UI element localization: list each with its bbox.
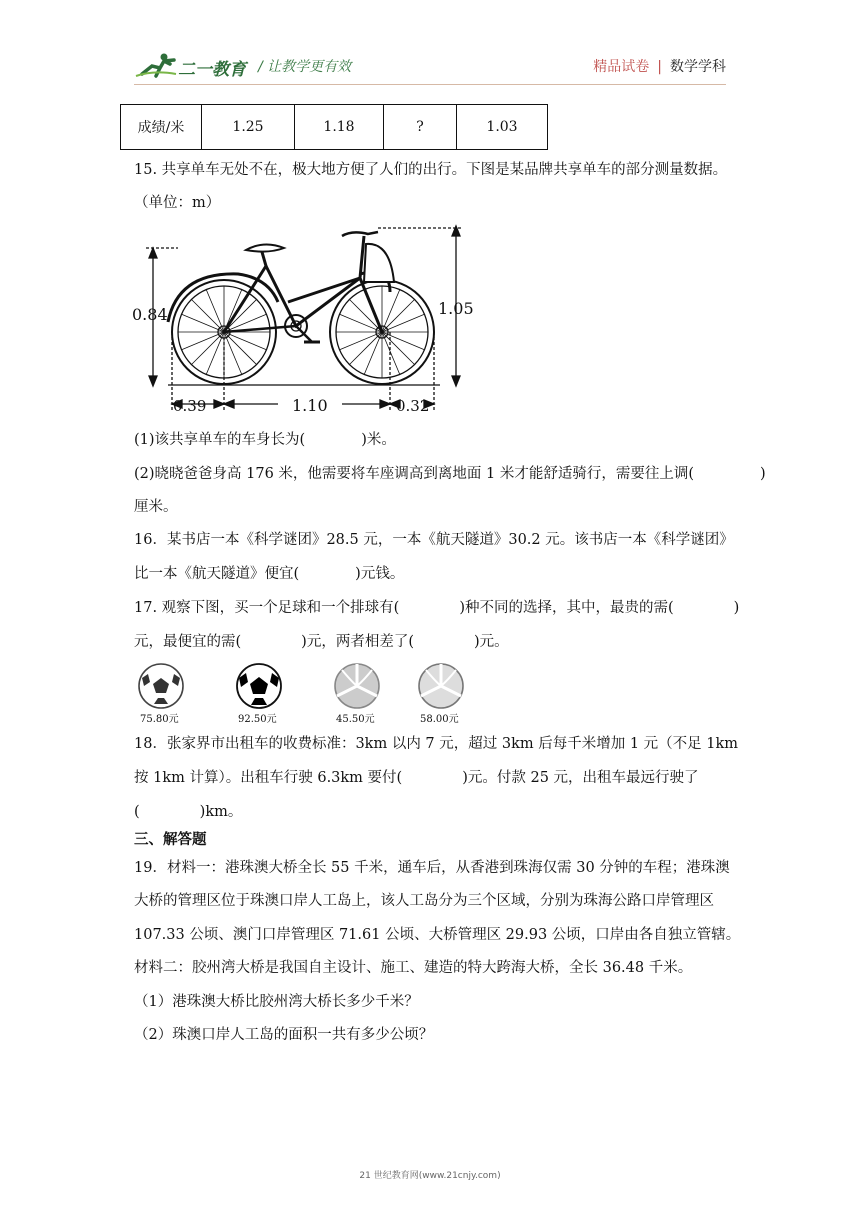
q15-unit: （单位：m） <box>134 195 221 211</box>
table-cell: 1.25 <box>202 105 295 150</box>
table-cell: 成绩/米 <box>121 105 202 150</box>
page-footer: 21 世纪教育网(www.21cnjy.com) <box>359 1171 501 1181</box>
q17-text-2: 元，最便宜的需( )元，两者相差了( )元。 <box>134 634 509 650</box>
soccer-ball-icon <box>237 664 281 708</box>
q19-text: 19．材料一：港珠澳大桥全长 55 千米，通车后，从香港到珠海仅需 30 分钟的车程；港珠澳 <box>134 860 730 876</box>
q17-text: 17. 观察下图，买一个足球和一个排球有( )种不同的选择，其中，最贵的需( ) <box>134 600 740 616</box>
ball-prices <box>130 660 490 728</box>
soccer-ball-icon <box>139 664 183 708</box>
header-separator: | <box>657 59 662 75</box>
q16-text-2: 比一本《航天隧道》便宜( )元钱。 <box>134 566 405 582</box>
dim-left-gap: 0.39 <box>173 397 207 415</box>
score-table <box>120 104 548 150</box>
page-header <box>0 0 860 90</box>
ball-price: 45.50元 <box>336 714 375 725</box>
dim-right-height: 1.05 <box>438 299 474 318</box>
q19-sub1: （1）港珠澳大桥比胶州湾大桥长多少千米？ <box>134 994 419 1010</box>
ball-price: 92.50元 <box>238 714 277 725</box>
ball-price: 58.00元 <box>420 714 459 725</box>
table-cell: 1.18 <box>295 105 384 150</box>
q15-sub2: (2)晓晓爸爸身高 176 米，他需要将车座调高到离地面 1 米才能舒适骑行，需要往上调( ) <box>134 466 766 482</box>
q19-text-3: 107.33 公顷、澳门口岸管理区 71.61 公顷、大桥管理区 29.93 公顷，口岸由各自独立管辖。 <box>134 927 741 943</box>
q18-text-2: 按 1km 计算）。出租车行驶 6.3km 要付( )元。付款 25 元，出租车最远行驶了 <box>134 770 699 786</box>
dim-middle: 1.10 <box>292 396 328 415</box>
header-label-premium: 精品试卷 <box>593 59 650 75</box>
q15-text: 15. 共享单车无处不在，极大地方便了人们的出行。下图是某品牌共享单车的部分测量数据。 <box>134 162 728 178</box>
bicycle-diagram <box>128 222 478 418</box>
brand-slogan: / 让教学更有效 <box>258 59 352 75</box>
q15-sub1: (1)该共享单车的车身长为( )米。 <box>134 432 396 448</box>
q16-text: 16．某书店一本《科学谜团》28.5 元，一本《航天隧道》30.2 元。该书店一本《科学谜团》 <box>134 532 734 548</box>
table-cell: 1.03 <box>457 105 548 150</box>
dim-left-height: 0.84 <box>132 305 168 324</box>
header-subject <box>593 56 726 76</box>
dim-right-gap: 0.32 <box>396 397 430 415</box>
table-cell: ? <box>384 105 457 150</box>
ball-price: 75.80元 <box>140 714 179 725</box>
header-divider <box>134 84 726 85</box>
section-title: 三、解答题 <box>134 832 207 848</box>
volleyball-icon <box>419 664 463 708</box>
q15-sub2-unit: 厘米。 <box>134 499 178 515</box>
volleyball-icon <box>335 664 379 708</box>
table-row <box>121 105 548 150</box>
q18-text: 18．张家界市出租车的收费标准：3km 以内 7 元，超过 3km 后每千米增加 1 元（不足 1km <box>134 736 739 752</box>
q19-text-4: 材料二：胶州湾大桥是我国自主设计、施工、建造的特大跨海大桥，全长 36.48 千米。 <box>134 960 693 976</box>
brand-name: 二一教育 <box>178 60 246 80</box>
header-label-subject: 数学学科 <box>670 59 726 75</box>
q19-text-2: 大桥的管理区位于珠澳口岸人工岛上，该人工岛分为三个区域，分别为珠海公路口岸管理区 <box>134 893 714 909</box>
q18-text-3: ( )km。 <box>134 804 243 820</box>
q19-sub2: （2）珠澳口岸人工岛的面积一共有多少公顷？ <box>134 1027 434 1043</box>
